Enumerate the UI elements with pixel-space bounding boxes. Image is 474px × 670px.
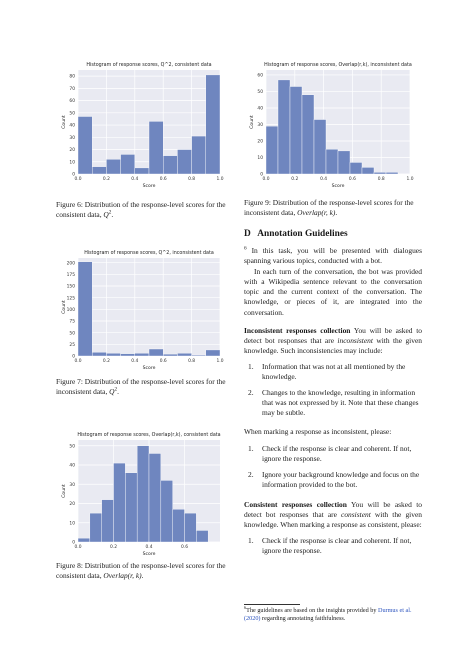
y-tick-label: 20 xyxy=(257,139,263,145)
consistent-heading: Consistent responses collection xyxy=(244,499,347,509)
figure-8-caption: Figure 8: Distribution of the response-level scores for the consistent data, Overlap(r, k). xyxy=(56,561,226,580)
figure-9 xyxy=(244,58,416,192)
x-tick-label: 0.2 xyxy=(102,177,110,182)
histogram-bar xyxy=(177,150,191,174)
y-tick-label: 30 xyxy=(257,123,263,129)
y-axis-label: Count xyxy=(62,484,67,498)
y-tick-label: 20 xyxy=(69,502,75,508)
histogram-bar xyxy=(326,149,338,174)
figure-7 xyxy=(56,246,226,374)
histogram-bar xyxy=(135,353,149,356)
histogram-bar xyxy=(149,349,163,356)
y-tick-label: 100 xyxy=(66,307,75,313)
histogram-bar xyxy=(106,353,120,356)
y-tick-label: 0 xyxy=(72,354,75,360)
x-tick-label: 0.0 xyxy=(74,545,82,550)
y-tick-label: 70 xyxy=(69,86,75,92)
y-axis-label: Count xyxy=(62,300,67,314)
list-item: 2. Ignore your background knowledge and focus on the information provided to the bot. xyxy=(248,469,420,489)
chart-title: Histogram of response scores, Q^2, consistent data xyxy=(86,63,212,68)
figure-6-caption: Figure 6: Distribution of the response-level scores for the consistent data, $Q^2$. xyxy=(56,200,226,219)
y-tick-label: 50 xyxy=(69,331,75,337)
list-item: 1. Information that was not at all mentioned by the knowledge. xyxy=(248,361,406,382)
y-axis-label: Count xyxy=(250,115,255,129)
y-tick-label: 0 xyxy=(72,172,75,178)
x-tick-label: 1.0 xyxy=(216,359,224,364)
figure-9-histogram xyxy=(244,58,416,192)
x-tick-label: 0.0 xyxy=(74,177,82,182)
histogram-bar xyxy=(192,355,206,356)
y-tick-label: 30 xyxy=(69,135,75,141)
histogram-bar xyxy=(149,121,163,174)
histogram-bar xyxy=(338,151,350,174)
y-tick-label: 0 xyxy=(72,540,75,546)
intro-paragraph: $^6$ In this task, you will be presented with dialogues spanning various topics, conducted with a bot. xyxy=(244,245,422,266)
x-tick-label: 0.6 xyxy=(159,359,167,364)
x-tick-label: 0.8 xyxy=(377,177,385,182)
y-tick-label: 60 xyxy=(69,99,75,105)
x-tick-label: 0.4 xyxy=(320,177,328,182)
x-axis-label: Score xyxy=(142,366,156,371)
figure-6-histogram xyxy=(56,58,226,192)
figure-7-caption: Figure 7: Distribution of the response-level scores for the inconsistent data, $Q^2$. xyxy=(56,377,226,396)
histogram-bar xyxy=(314,120,326,174)
y-tick-label: 40 xyxy=(257,106,263,112)
x-axis-label: Score xyxy=(331,184,345,189)
histogram-bar xyxy=(121,154,135,174)
histogram-bar xyxy=(163,156,177,174)
y-tick-label: 40 xyxy=(69,123,75,129)
histogram-bar xyxy=(106,159,120,174)
y-tick-label: 150 xyxy=(66,284,75,290)
histogram-bar xyxy=(386,172,398,174)
x-tick-label: 0.2 xyxy=(102,359,110,364)
consistent-steps-list xyxy=(244,536,422,556)
y-axis-label: Count xyxy=(62,115,67,129)
x-tick-label: 0.6 xyxy=(181,545,188,550)
y-tick-label: 0 xyxy=(260,172,263,178)
histogram-bar xyxy=(78,116,92,174)
x-tick-label: 1.0 xyxy=(406,177,414,182)
figure-7-histogram xyxy=(56,246,226,374)
histogram-bar xyxy=(78,262,92,356)
histogram-bar xyxy=(290,87,302,174)
histogram-bar xyxy=(137,446,149,542)
histogram-bar xyxy=(92,167,106,174)
section-title: D Annotation Guidelines xyxy=(244,229,348,239)
x-tick-label: 0.4 xyxy=(145,545,153,550)
histogram-bar xyxy=(135,168,149,174)
histogram-bar xyxy=(78,538,90,542)
y-tick-label: 50 xyxy=(257,90,263,96)
y-tick-label: 50 xyxy=(69,111,75,117)
y-tick-label: 50 xyxy=(69,444,75,450)
x-axis-label: Score xyxy=(142,184,156,189)
histogram-bar xyxy=(163,354,177,356)
annotation-guidelines-section xyxy=(244,229,422,556)
context-paragraph: In each turn of the conversation, the bot was provided with a Wikipedia sentence relevant to the conversation topic and the current context of the conversation. The knowledge, or pieces of it, are integrated into the conversation. xyxy=(244,267,422,317)
histogram-bar xyxy=(196,530,208,542)
x-tick-label: 0.8 xyxy=(188,177,196,182)
list-item: 1. Check if the response is clear and coherent. If not, ignore the response. xyxy=(248,536,412,556)
histogram-bar xyxy=(149,453,161,542)
figure-9-caption: Figure 9: Distribution of the response-level scores for the inconsistent data, Overlap(r, k). xyxy=(244,198,414,217)
histogram-bar xyxy=(278,80,290,174)
footnote-rule xyxy=(244,604,300,605)
histogram-bar xyxy=(177,353,191,356)
figure-8 xyxy=(56,428,226,560)
x-tick-label: 0.4 xyxy=(131,359,139,364)
inconsistent-heading: Inconsistent responses collection xyxy=(244,325,351,335)
chart-title: Histogram of response scores, Overlap(r,k), inconsistent data xyxy=(264,63,412,68)
histogram-bar xyxy=(90,513,102,542)
y-tick-label: 80 xyxy=(69,74,75,80)
histogram-bar xyxy=(266,126,278,174)
x-tick-label: 1.0 xyxy=(216,177,224,182)
x-tick-label: 0.6 xyxy=(159,177,167,182)
figure-6 xyxy=(56,58,226,192)
x-tick-label: 0.8 xyxy=(188,359,196,364)
list-item: 2. Changes to the knowledge, resulting in information that was not expressed by it. Note that these changes may be subtle. xyxy=(248,388,419,418)
y-tick-label: 200 xyxy=(66,261,75,267)
list-item: 1. Check if the response is clear and coherent. If not, ignore the response. xyxy=(248,443,412,463)
inconsistent-paragraph: Inconsistent responses collection You will be asked to detect bot responses that are inconsistent with the given knowledge. Such inconsistencies may include: xyxy=(244,325,422,355)
y-tick-label: 40 xyxy=(69,463,75,469)
x-tick-label: 0.0 xyxy=(262,177,270,182)
citation-link[interactable]: Durmus et al. (2020) xyxy=(244,607,412,622)
histogram-bar xyxy=(374,172,386,174)
histogram-bar xyxy=(92,352,106,356)
y-tick-label: 125 xyxy=(66,296,75,302)
y-tick-label: 10 xyxy=(257,156,263,162)
histogram-bar xyxy=(102,500,114,542)
y-tick-label: 30 xyxy=(69,482,75,488)
plot-background xyxy=(78,258,220,356)
inconsistent-steps-list xyxy=(244,444,422,490)
chart-title: Histogram of response scores, Overlap(r,k), consistent data xyxy=(77,433,221,438)
y-tick-label: 20 xyxy=(69,148,75,154)
histogram-bar xyxy=(206,350,220,356)
figure-8-histogram xyxy=(56,428,226,560)
y-tick-label: 60 xyxy=(257,73,263,79)
marking-inconsistent-text: When marking a response as inconsistent, please: xyxy=(244,427,392,437)
histogram-bar xyxy=(125,473,137,542)
consistent-paragraph: Consistent responses collection You will be asked to detect bot responses that are consistent with the given knowledge. When marking a response as consistent, please: xyxy=(244,499,422,530)
y-tick-label: 10 xyxy=(69,160,75,166)
x-tick-label: 0.4 xyxy=(131,177,139,182)
histogram-bar xyxy=(302,95,314,174)
x-tick-label: 0.6 xyxy=(348,177,356,182)
histogram-bar xyxy=(192,136,206,174)
intro-footnote-marker: 6 xyxy=(244,245,247,252)
histogram-bar xyxy=(114,463,126,542)
footnote: $^6$The guidelines are based on the insights provided by Durmus et al. (2020) regarding annotating faithfulness. xyxy=(244,604,412,622)
inconsistency-types-list xyxy=(244,362,422,418)
x-tick-label: 0.0 xyxy=(74,359,82,364)
histogram-bar xyxy=(206,75,220,174)
histogram-bar xyxy=(161,480,173,542)
histogram-bar xyxy=(350,162,362,174)
histogram-bar xyxy=(121,354,135,356)
histogram-bar xyxy=(362,167,374,174)
y-tick-label: 25 xyxy=(69,342,75,348)
chart-title: Histogram of response scores, Q^2, inconsistent data xyxy=(84,251,214,256)
histogram-bar xyxy=(185,513,197,542)
histogram-bar xyxy=(173,509,185,542)
y-tick-label: 10 xyxy=(69,521,75,527)
x-tick-label: 0.2 xyxy=(291,177,299,182)
x-axis-label: Score xyxy=(142,552,156,557)
y-tick-label: 75 xyxy=(69,319,75,325)
y-tick-label: 175 xyxy=(66,272,75,278)
x-tick-label: 0.2 xyxy=(110,545,117,550)
